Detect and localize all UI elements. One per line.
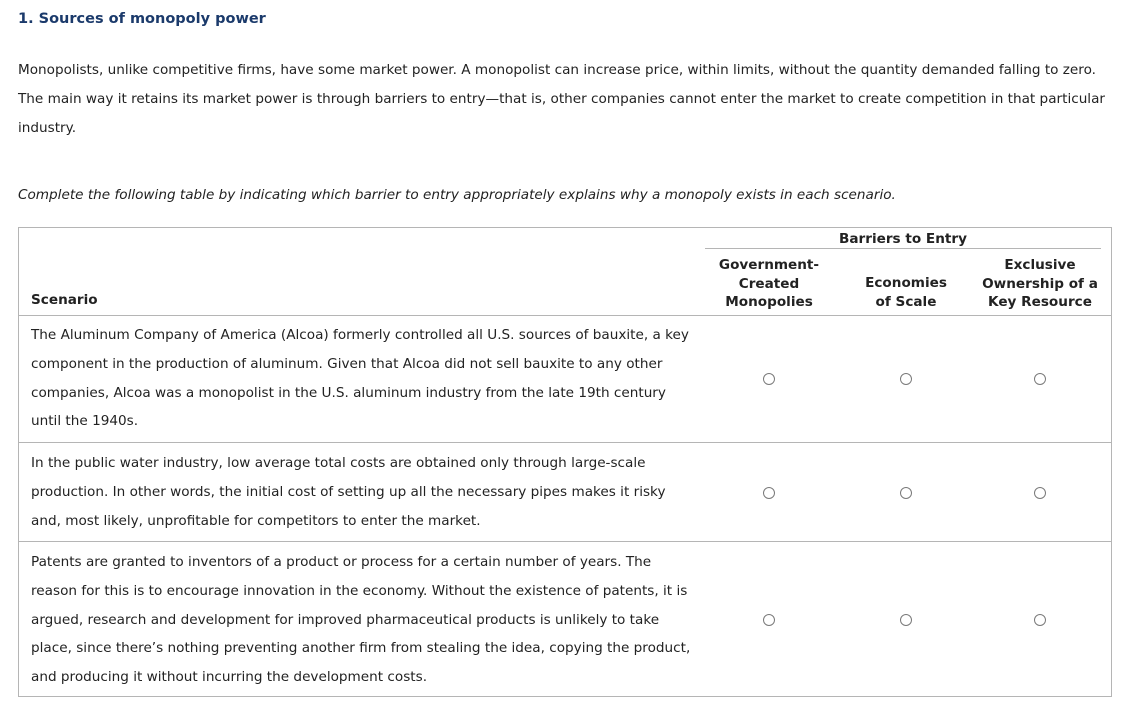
scenario-text: The Aluminum Company of America (Alcoa) formerly controlled all U.S. sources of bauxite, a key component in the production of aluminum. Given that Alcoa did not sell bauxite to any other companies, Alcoa was a monopolist in the U.S. aluminum industry from the late 19th century until the 1940s. (31, 327, 689, 430)
table-row (19, 541, 1111, 697)
radio-government-created[interactable] (763, 373, 775, 385)
radio-government-created[interactable] (763, 487, 775, 499)
scenario-text: In the public water industry, low average total costs are obtained only through large-scale production. In other words, the initial cost of setting up all the necessary pipes makes it risky and, most likely, unprofitable for competitors to enter the market. (31, 455, 666, 529)
question-heading: 1. Sources of monopoly power (18, 11, 266, 27)
barriers-to-entry-header: Barriers to Entry (839, 231, 967, 247)
intro-paragraph: Monopolists, unlike competitive firms, have some market power. A monopolist can increase price, within limits, without the quantity demanded falling to zero. The main way it retains its market power is through barriers to entry—that is, other companies cannot enter the market to create competition in that particular industry. (18, 62, 1106, 136)
column-header-government-created-monopolies: Government- Created Monopolies (718, 257, 820, 310)
column-header-economies-of-scale: Economies of Scale (865, 275, 947, 310)
table-row (19, 315, 1111, 443)
radio-exclusive-ownership[interactable] (1034, 487, 1046, 499)
instruction-text: Complete the following table by indicating which barrier to entry appropriately explains why a monopoly exists in each scenario. (18, 187, 896, 203)
radio-government-created[interactable] (763, 614, 775, 626)
barriers-table (18, 227, 1112, 697)
radio-economies-of-scale[interactable] (900, 487, 912, 499)
radio-exclusive-ownership[interactable] (1034, 373, 1046, 385)
header-divider (705, 248, 1101, 249)
table-row (19, 442, 1111, 542)
scenario-header: Scenario (31, 292, 98, 308)
radio-economies-of-scale[interactable] (900, 373, 912, 385)
column-header-exclusive-ownership: Exclusive Ownership of a Key Resource (982, 257, 1098, 310)
scenario-text: Patents are granted to inventors of a product or process for a certain number of years. The reason for this is to encourage innovation in the economy. Without the existence of patents, it is argued, research and development for improved pharmaceutical products is unlikely to take place, since there’s nothing preventing another firm from stealing the idea, copying the product, and producing it without incurring the development costs. (31, 554, 691, 686)
radio-exclusive-ownership[interactable] (1034, 614, 1046, 626)
radio-economies-of-scale[interactable] (900, 614, 912, 626)
